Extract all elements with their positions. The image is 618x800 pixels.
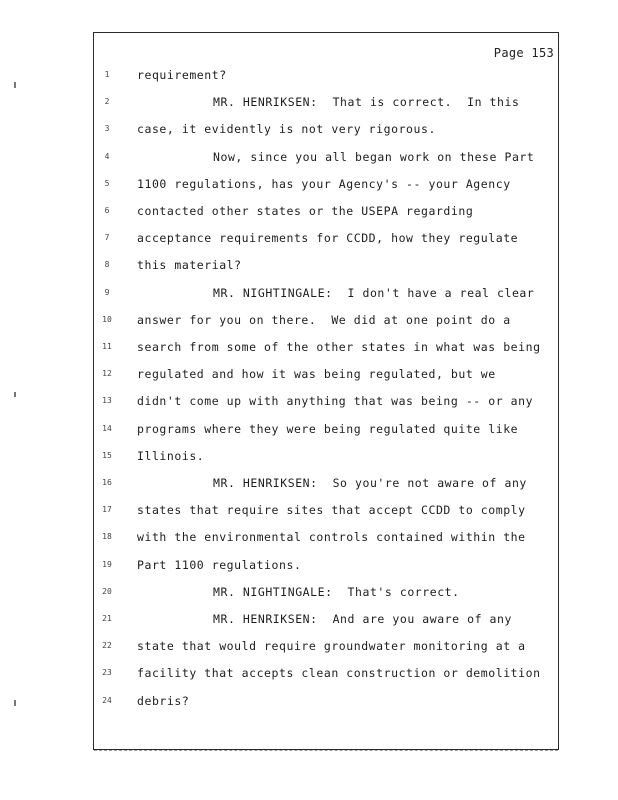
line-number: 15 [102, 451, 112, 460]
line-text: Illinois. [137, 449, 205, 463]
line-number: 18 [102, 532, 112, 541]
line-number: 13 [102, 396, 112, 405]
line-number: 1 [104, 70, 110, 79]
bottom-rule [94, 750, 558, 751]
transcript-line [0, 527, 618, 547]
line-number: 20 [102, 587, 112, 596]
line-number: 3 [104, 124, 110, 133]
line-text: this material? [137, 258, 242, 272]
line-number: 19 [102, 560, 112, 569]
transcript-line [0, 92, 618, 112]
transcript-line [0, 147, 618, 167]
transcript-line [0, 364, 618, 384]
line-text: regulated and how it was being regulated, but we [137, 367, 496, 381]
line-text: debris? [137, 694, 190, 708]
line-text: Now, since you all began work on these Part [213, 150, 535, 164]
line-number: 14 [102, 424, 112, 433]
line-text: didn't come up with anything that was being -- or any [137, 394, 534, 408]
transcript-line [0, 691, 618, 711]
line-text: MR. HENRIKSEN: And are you aware of any [213, 612, 512, 626]
transcript-line [0, 255, 618, 275]
line-text: MR. HENRIKSEN: So you're not aware of any [213, 476, 527, 490]
line-number: 6 [104, 206, 110, 215]
line-text: states that require sites that accept CCDD to comply [137, 503, 526, 517]
line-text: requirement? [137, 68, 227, 82]
transcript-line [0, 65, 618, 85]
line-number: 4 [104, 152, 110, 161]
line-text: 1100 regulations, has your Agency's -- your Agency [137, 177, 511, 191]
line-number: 2 [104, 97, 110, 106]
line-number: 16 [102, 478, 112, 487]
line-number: 10 [102, 315, 112, 324]
line-number: 24 [102, 696, 112, 705]
line-number: 23 [102, 668, 112, 677]
transcript-line [0, 337, 618, 357]
line-text: facility that accepts clean construction or demolition [137, 666, 541, 680]
transcript-line [0, 391, 618, 411]
line-text: MR. NIGHTINGALE: I don't have a real clear [213, 286, 535, 300]
line-text: acceptance requirements for CCDD, how they regulate [137, 231, 519, 245]
transcript-line [0, 582, 618, 602]
line-text: programs where they were being regulated quite like [137, 422, 519, 436]
transcript-line [0, 500, 618, 520]
transcript-line [0, 201, 618, 221]
line-number: 8 [104, 260, 110, 269]
line-text: case, it evidently is not very rigorous. [137, 122, 436, 136]
line-number: 17 [102, 505, 112, 514]
line-text: MR. HENRIKSEN: That is correct. In this [213, 95, 520, 109]
transcript-line [0, 419, 618, 439]
transcript-line [0, 473, 618, 493]
line-text: state that would require groundwater monitoring at a [137, 639, 526, 653]
line-number: 12 [102, 369, 112, 378]
line-number: 7 [104, 233, 110, 242]
transcript-line [0, 636, 618, 656]
line-text: search from some of the other states in what was being [137, 340, 541, 354]
transcript-line [0, 310, 618, 330]
transcript-line [0, 555, 618, 575]
line-text: contacted other states or the USEPA regarding [137, 204, 474, 218]
transcript-line [0, 119, 618, 139]
line-text: MR. NIGHTINGALE: That's correct. [213, 585, 460, 599]
line-number: 5 [104, 179, 110, 188]
transcript-line [0, 174, 618, 194]
line-number: 21 [102, 614, 112, 623]
line-text: Part 1100 regulations. [137, 558, 302, 572]
page-number: Page 153 [493, 46, 554, 60]
transcript-line [0, 446, 618, 466]
transcript-line [0, 609, 618, 629]
line-number: 11 [102, 342, 112, 351]
transcript-line [0, 228, 618, 248]
line-text: answer for you on there. We did at one point do a [137, 313, 511, 327]
line-text: with the environmental controls contained within the [137, 530, 526, 544]
line-number: 22 [102, 641, 112, 650]
transcript-line [0, 283, 618, 303]
line-number: 9 [104, 288, 110, 297]
transcript-line [0, 663, 618, 683]
